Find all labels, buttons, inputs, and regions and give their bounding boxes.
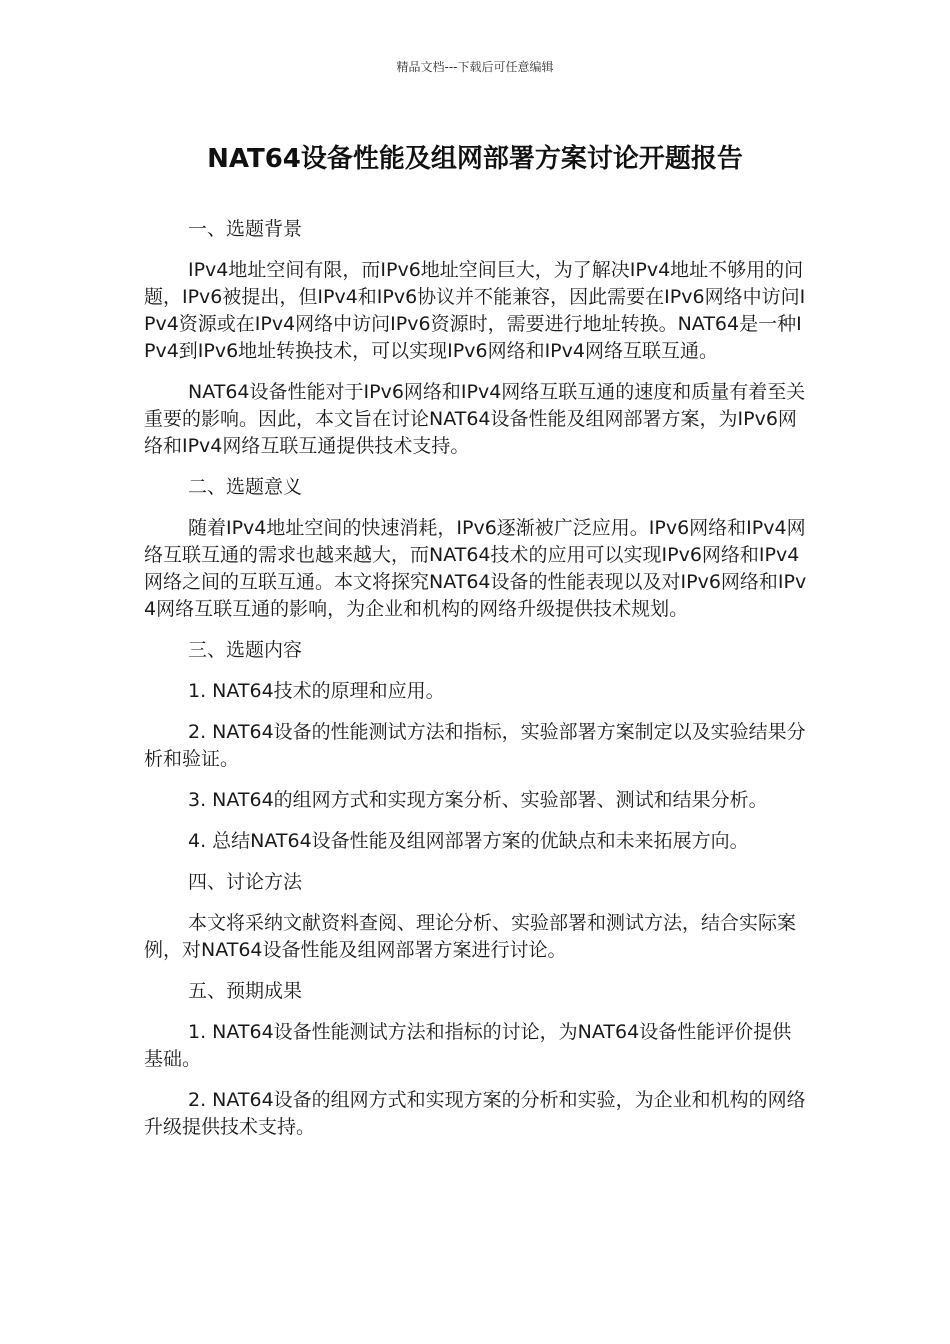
section-heading-content: 三、选题内容 <box>188 639 303 661</box>
section-heading-outcomes: 五、预期成果 <box>188 980 303 1002</box>
document-title: NAT64设备性能及组网部署方案讨论开题报告 <box>207 144 743 174</box>
section-heading-method: 四、讨论方法 <box>188 871 303 893</box>
section-heading-significance: 二、选题意义 <box>188 476 303 498</box>
content-item-2: 2. NAT64设备的性能测试方法和指标，实验部署方案制定以及实验结果分析和验证。 <box>144 721 806 770</box>
header-note: 精品文档---下载后可任意编辑 <box>396 60 554 74</box>
section-heading-background: 一、选题背景 <box>188 218 303 240</box>
paragraph-background-2: NAT64设备性能对于IPv6网络和IPv4网络互联互通的速度和质量有着至关重要的影响。因此，本文旨在讨论NAT64设备性能及组网部署方案，为IPv6网络和IPv4网络互联互通提供技术支持。 <box>144 381 806 457</box>
document-body <box>144 216 808 1155</box>
outcome-item-2: 2. NAT64设备的组网方式和实现方案的分析和实验，为企业和机构的网络升级提供技术支持。 <box>144 1089 806 1138</box>
paragraph-background-1: IPv4地址空间有限，而IPv6地址空间巨大，为了解决IPv4地址不够用的问题，IPv6被提出，但IPv4和IPv6协议并不能兼容，因此需要在IPv6网络中访问IPv4资源或在IPv4网络中访问IPv6资源时，需要进行地址转换。NAT64是一种IPv4到IPv6地址转换技术，可以实现IPv6网络和IPv4网络互联互通。 <box>144 259 806 362</box>
content-item-3: 3. NAT64的组网方式和实现方案分析、实验部署、测试和结果分析。 <box>188 789 768 811</box>
content-item-1: 1. NAT64技术的原理和应用。 <box>188 680 445 702</box>
content-item-4: 4. 总结NAT64设备性能及组网部署方案的优缺点和未来拓展方向。 <box>188 830 749 852</box>
outcome-item-1: 1. NAT64设备性能测试方法和指标的讨论，为NAT64设备性能评价提供基础。 <box>144 1021 792 1070</box>
paragraph-method: 本文将采纳文献资料查阅、理论分析、实验部署和测试方法，结合实际案例，对NAT64设备性能及组网部署方案进行讨论。 <box>144 912 797 961</box>
paragraph-significance: 随着IPv4地址空间的快速消耗，IPv6逐渐被广泛应用。IPv6网络和IPv4网络互联互通的需求也越来越大，而NAT64技术的应用可以实现IPv6网络和IPv4网络之间的互联互通。本文将探究NAT64设备的性能表现以及对IPv6网络和IPv4网络互联互通的影响，为企业和机构的网络升级提供技术规划。 <box>144 517 807 620</box>
